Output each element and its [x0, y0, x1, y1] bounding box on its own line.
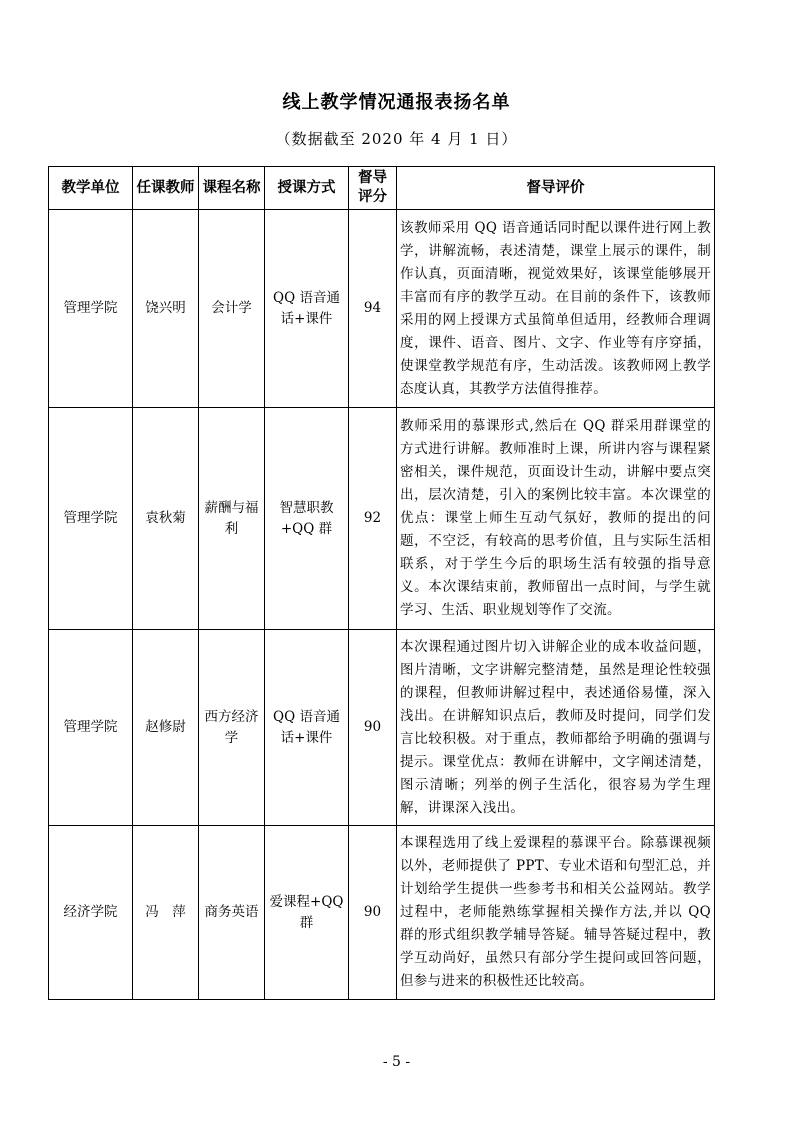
- cell-course: 商务英语: [199, 826, 265, 1000]
- cell-unit: 管理学院: [49, 210, 133, 408]
- cell-method: 智慧职教+QQ 群: [265, 408, 349, 630]
- table-header-row: [49, 167, 715, 210]
- header-teaching-method: 授课方式: [265, 167, 349, 210]
- table-row: [49, 630, 715, 826]
- table-row: [49, 826, 715, 1000]
- cell-evaluation: 本课程选用了线上爱课程的慕课平台。除慕课视频以外，老师提供了 PPT、专业术语和句型汇总，并计划给学生提供一些参考书和相关公益网站。教学过程中，老师能熟练掌握相关操作方法,并以 QQ 群的形式组织教学辅导答疑。辅导答疑过程中，教学互动尚好，虽然只有部分学生提问或回答问题，但参与进来的积极性还比较高。: [397, 826, 715, 1000]
- page-number: - 5 -: [382, 1054, 411, 1070]
- praise-list-table: [48, 166, 715, 1000]
- cell-method: QQ 语音通话+课件: [265, 630, 349, 826]
- table-row: [49, 408, 715, 630]
- cell-score: 90: [349, 630, 397, 826]
- cell-evaluation: 教师采用的慕课形式,然后在 QQ 群采用群课堂的方式进行讲解。教师准时上课，所讲内容与课程紧密相关，课件规范，页面设计生动，讲解中要点突出，层次清楚，引入的案例比较丰富。本次课堂的优点：课堂上师生互动气氛好，教师的提出的问题，不空泛，有较高的思考价值，且与实际生活相联系，对于学生今后的职场生活有较强的指导意义。本次课结束前，教师留出一点时间，与学生就学习、生活、职业规划等作了交流。: [397, 408, 715, 630]
- header-teacher: 任课教师: [133, 167, 199, 210]
- cell-course: 西方经济学: [199, 630, 265, 826]
- cell-evaluation: 该教师采用 QQ 语音通话同时配以课件进行网上教学，讲解流畅，表述清楚，课堂上展示的课件，制作认真，页面清晰，视觉效果好，该课堂能够展开丰富而有序的教学互动。在目前的条件下，该教师采用的网上授课方式虽简单但适用，经教师合理调度，课件、语音、图片、文字、作业等有序穿插，使课堂教学规范有序，生动活泼。该教师网上教学态度认真，其教学方法值得推荐。: [397, 210, 715, 408]
- cell-unit: 经济学院: [49, 826, 133, 1000]
- document-title: 线上教学情况通报表扬名单: [282, 92, 511, 113]
- cell-course: 会计学: [199, 210, 265, 408]
- cell-teacher: 冯 萍: [133, 826, 199, 1000]
- cell-method: 爱课程+QQ 群: [265, 826, 349, 1000]
- table-row: [49, 210, 715, 408]
- header-supervisor-score: 督导评分: [349, 167, 397, 210]
- cell-method: QQ 语音通话+课件: [265, 210, 349, 408]
- cell-score: 94: [349, 210, 397, 408]
- cell-unit: 管理学院: [49, 630, 133, 826]
- cell-teacher: 赵修尉: [133, 630, 199, 826]
- cell-course: 薪酬与福利: [199, 408, 265, 630]
- header-supervisor-evaluation: 督导评价: [397, 167, 715, 210]
- header-course-name: 课程名称: [199, 167, 265, 210]
- cell-teacher: 袁秋菊: [133, 408, 199, 630]
- cell-score: 90: [349, 826, 397, 1000]
- cell-score: 92: [349, 408, 397, 630]
- cell-teacher: 饶兴明: [133, 210, 199, 408]
- cell-evaluation: 本次课程通过图片切入讲解企业的成本收益问题，图片清晰，文字讲解完整清楚，虽然是理论性较强的课程，但教师讲解过程中，表述通俗易懂，深入浅出。在讲解知识点后，教师及时提问，同学们发言比较积极。对于重点，教师都给予明确的强调与提示。课堂优点：教师在讲解中，文字阐述清楚，图示清晰；列举的例子生活化，很容易为学生理解，讲课深入浅出。: [397, 630, 715, 826]
- cell-unit: 管理学院: [49, 408, 133, 630]
- document-subtitle: （数据截至 2020 年 4 月 1 日）: [275, 130, 518, 148]
- header-teaching-unit: 教学单位: [49, 167, 133, 210]
